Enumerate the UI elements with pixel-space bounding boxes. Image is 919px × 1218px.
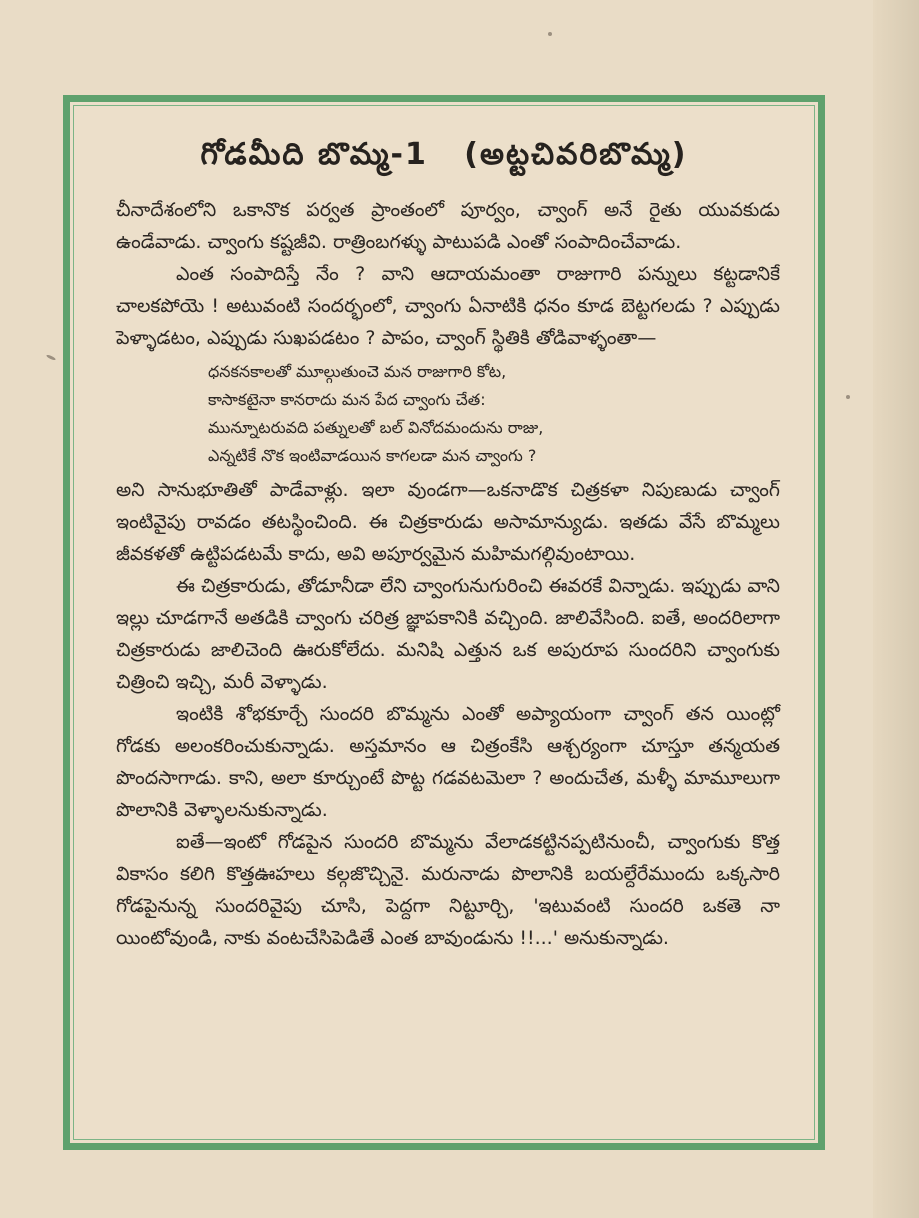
paragraph: ఈ చిత్రకారుడు, తోడూనీడా లేని చ్వాంగునుగురించి ఈవరకే విన్నాడు. ఇప్పుడు వాని ఇల్లు చూడగానే అతడికి చ్వాంగు చరిత్ర జ్ఞాపకానికి వచ్చింది. జాలివేసింది. ఐతే, అందరిలాగా చిత్రకారుడు జాలిచెంది ఊరుకోలేదు. మనిషి ఎత్తున ఒక అపురూప సుందరిని చ్వాంగుకు చిత్రించి ఇచ్చి, మరీ వెళ్ళాడు.: [116, 575, 780, 693]
paragraph: ఎంత సంపాదిస్తే నేం ? వాని ఆదాయమంతా రాజుగారి పన్నులు కట్టడానికే చాలకపోయె ! అటువంటి సందర్భంలో, చ్వాంగు ఏనాటికి ధనం కూడ బెట్టగలడు ? ఎప్పుడు పెళ్ళాడటం, ఎప్పుడు సుఖపడటం ? పాపం, చ్వాంగ్ స్థితికి తోడివాళ్ళంతా—: [116, 263, 780, 349]
paper-speck: [846, 395, 850, 399]
paragraph: ఇంటికి శోభకూర్చే సుందరి బొమ్మను ఎంతో అప్యాయంగా చ్వాంగ్ తన యింట్లో గోడకు అలంకరించుకున్నాడు. అస్తమానం ఆ చిత్రంకేసి ఆశ్చర్యంగా చూస్తూ తన్మయత పొందసాగాడు. కాని, అలా కూర్చుంటే పొట్ట గడవటమెలా ? అందుచేత, మళ్ళీ మామూలుగా పొలానికి వెళ్ళాలనుకున్నాడు.: [116, 703, 780, 821]
green-border-frame: [63, 95, 825, 1150]
title-subtitle: (అట్టచివరిబొమ్మ): [464, 137, 688, 172]
story-body: [116, 194, 780, 954]
song-verse: [208, 358, 780, 470]
verse-line: మున్నూటరువది పత్నులతో బల్ వినోదమందును రాజు,: [208, 418, 544, 437]
paragraph: చీనాదేశంలోని ఒకానొక పర్వత ప్రాంతంలో పూర్వం, చ్వాంగ్ అనే రైతు యువకుడు ఉండేవాడు. చ్వాంగు కష్టజీవి. రాత్రింబగళ్ళు పాటుపడి ఎంతో సంపాదించేవాడు.: [116, 199, 780, 253]
paper-speck: [548, 32, 552, 36]
title-main: గోడమీది బొమ్మ-1: [200, 137, 428, 172]
verse-line: ఎన్నటికే నొక ఇంటివాడయిన కాగలడా మన చ్వాంగు ?: [208, 446, 537, 465]
paper-mark: [46, 354, 56, 361]
paragraph: అని సానుభూతితో పాడేవాళ్లు. ఇలా వుండగా—ఒకనాడొక చిత్రకళా నిపుణుడు చ్వాంగ్ ఇంటివైపు రావడం తటస్థించింది. ఈ చిత్రకారుడు అసామాన్యుడు. ఇతడు వేసే బొమ్మలు జీవకళతో ఉట్టిపడటమే కాదు, అవి అపూర్వమైన మహిమగల్గివుంటాయి.: [116, 479, 780, 565]
paragraph: ఐతే—ఇంటో గోడపైన సుందరి బొమ్మను వేలాడకట్టినప్పటినుంచీ, చ్వాంగుకు కొత్త వికాసం కలిగి కొత్తఊహలు కల్గజొచ్చినై. మరునాడు పొలానికి బయల్దేరేముందు ఒక్కసారి గోడపైనున్న సుందరివైపు చూసి, పెద్దగా నిట్టూర్చి, 'ఇటువంటి సుందరి ఒకతె నా యింటోవుండి, నాకు వంటచేసిపెడితే ఎంత బావుండును !!...' అనుకున్నాడు.: [116, 831, 780, 949]
verse-line: కాసాకటైనా కానరాదు మన పేద చ్వాంగు చేత:: [208, 390, 486, 409]
page-edge-shadow: [873, 0, 919, 1218]
page-title: [70, 137, 818, 179]
verse-line: ధనకనకాలతో మూల్గుతుంచెె మన రాజుగారి కోట,: [208, 362, 507, 381]
